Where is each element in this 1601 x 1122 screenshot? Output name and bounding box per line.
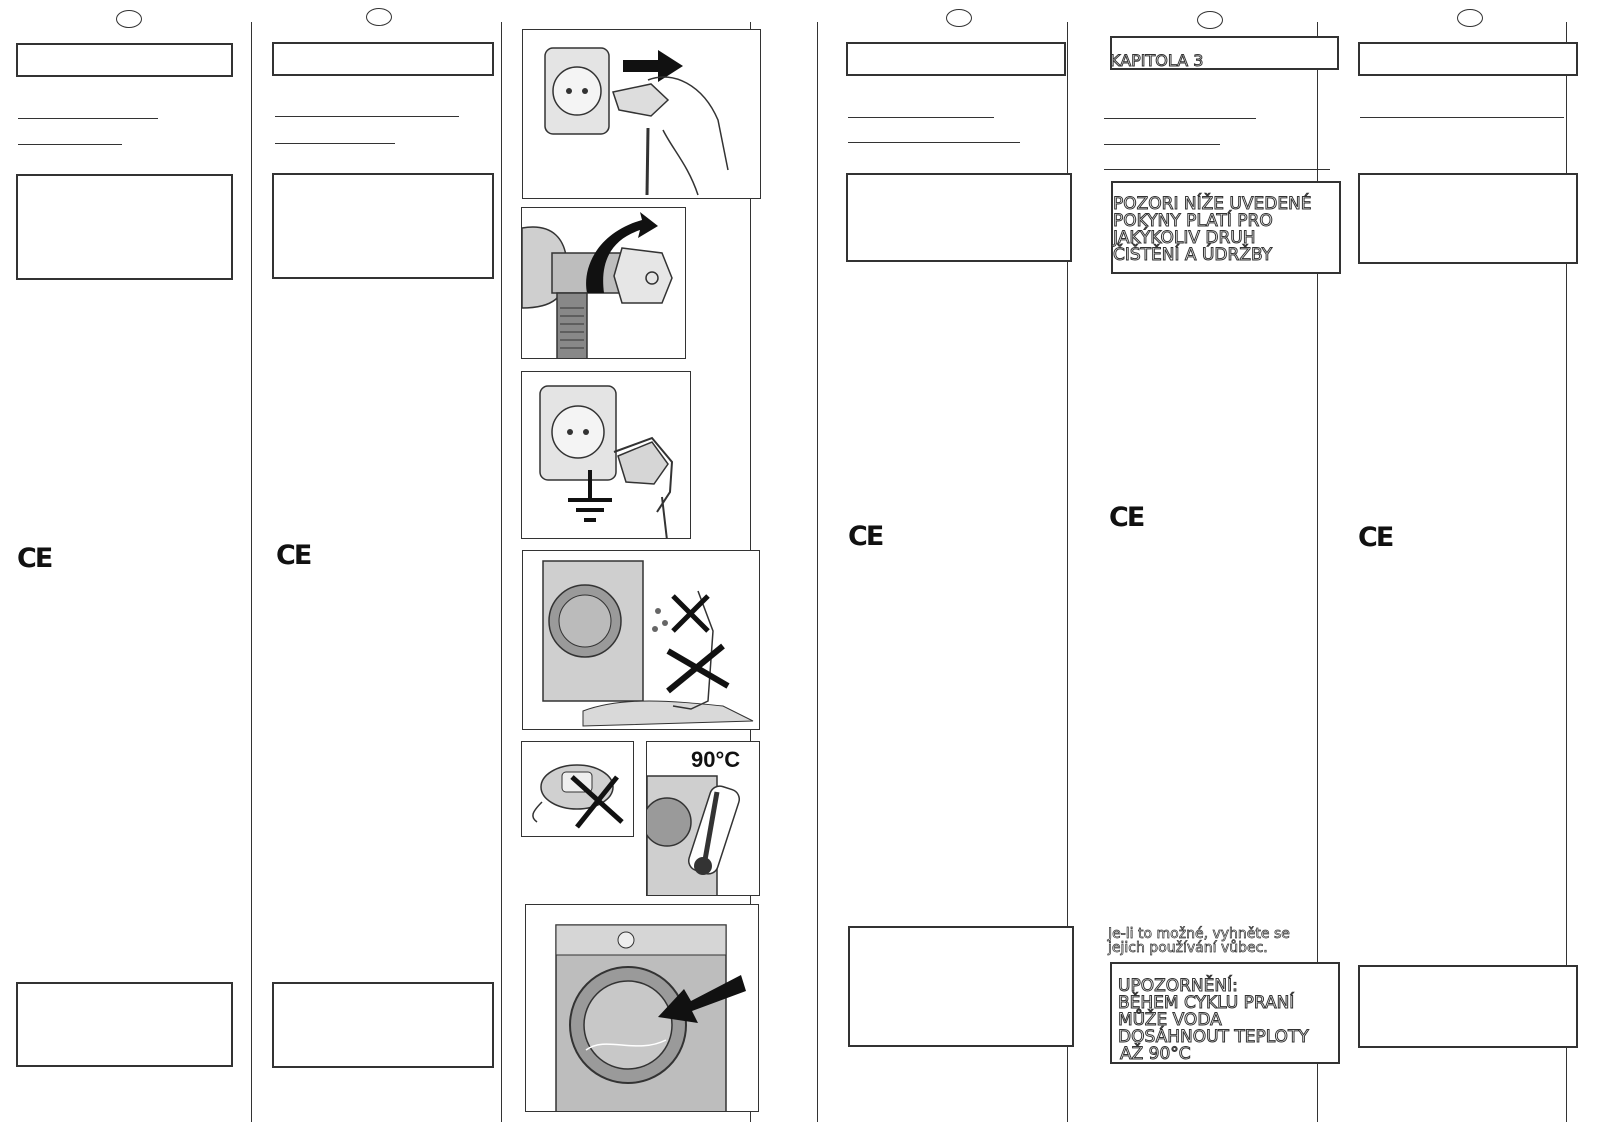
language-flag-circle xyxy=(946,9,972,27)
warning-box xyxy=(1111,181,1341,274)
warning-line: ČIŠTĚNÍ A ÚDRŽBY xyxy=(1113,245,1273,265)
caution-box xyxy=(1358,965,1578,1048)
title-box xyxy=(272,42,494,76)
column-divider xyxy=(251,22,252,1122)
warning-box xyxy=(846,173,1072,262)
no-wet-hands-illustration xyxy=(522,550,760,730)
warning-box xyxy=(272,173,494,279)
warning-line: JAKÝKOLIV DRUH xyxy=(1113,228,1256,248)
language-flag-circle xyxy=(116,10,142,28)
no-adapter-illustration xyxy=(521,741,634,837)
caution-line: AŽ 90°C xyxy=(1120,1044,1191,1064)
title-box xyxy=(16,43,233,77)
heading-underline xyxy=(1104,144,1220,145)
chapter-label: KAPITOLA 3 xyxy=(1110,51,1204,70)
caution-line: MŮŽE VODA xyxy=(1118,1010,1222,1030)
caution-line: UPOZORNĚNÍ: xyxy=(1118,976,1238,996)
note-line: Je-li to možné, vyhněte se xyxy=(1108,926,1290,942)
heading-underline xyxy=(848,142,1020,143)
ce-mark: CE xyxy=(276,540,311,571)
heading-underline xyxy=(1104,118,1256,119)
warning-line: POKYNY PLATÍ PRO xyxy=(1113,211,1273,231)
language-flag-circle xyxy=(366,8,392,26)
heading-underline xyxy=(275,116,459,117)
caution-line: DOSÁHNOUT TEPLOTY xyxy=(1118,1027,1309,1047)
caution-box xyxy=(16,982,233,1067)
ce-mark: CE xyxy=(1358,522,1393,553)
heading-underline xyxy=(1360,117,1564,118)
ce-mark: CE xyxy=(848,521,883,552)
warning-box xyxy=(1358,173,1578,264)
note-line: jejich používání vůbec. xyxy=(1108,940,1268,956)
warning-line: POZORI NÍŽE UVEDENÉ xyxy=(1113,194,1312,214)
caution-line: BĚHEM CYKLU PRANÍ xyxy=(1118,993,1295,1013)
temperature-label: 90°C xyxy=(691,747,741,772)
heading-underline xyxy=(848,117,994,118)
ce-mark: CE xyxy=(17,543,52,574)
door-check-illustration xyxy=(525,904,759,1112)
language-flag-circle xyxy=(1197,11,1223,29)
caution-box xyxy=(272,982,494,1068)
ce-mark: CE xyxy=(1109,502,1144,533)
column-divider xyxy=(817,22,818,1122)
column-divider xyxy=(501,22,502,1122)
heading-underline xyxy=(18,144,122,145)
heading-underline xyxy=(1104,169,1330,170)
caution-box xyxy=(1110,962,1340,1064)
warning-box xyxy=(16,174,233,280)
heading-underline xyxy=(18,118,158,119)
title-box xyxy=(846,42,1066,76)
earthed-socket-illustration xyxy=(521,371,691,539)
language-flag-circle xyxy=(1457,9,1483,27)
unplug-illustration xyxy=(522,29,761,199)
title-box xyxy=(1358,42,1578,76)
heading-underline xyxy=(275,143,395,144)
caution-box xyxy=(848,926,1074,1047)
water-tap-illustration xyxy=(521,207,686,359)
